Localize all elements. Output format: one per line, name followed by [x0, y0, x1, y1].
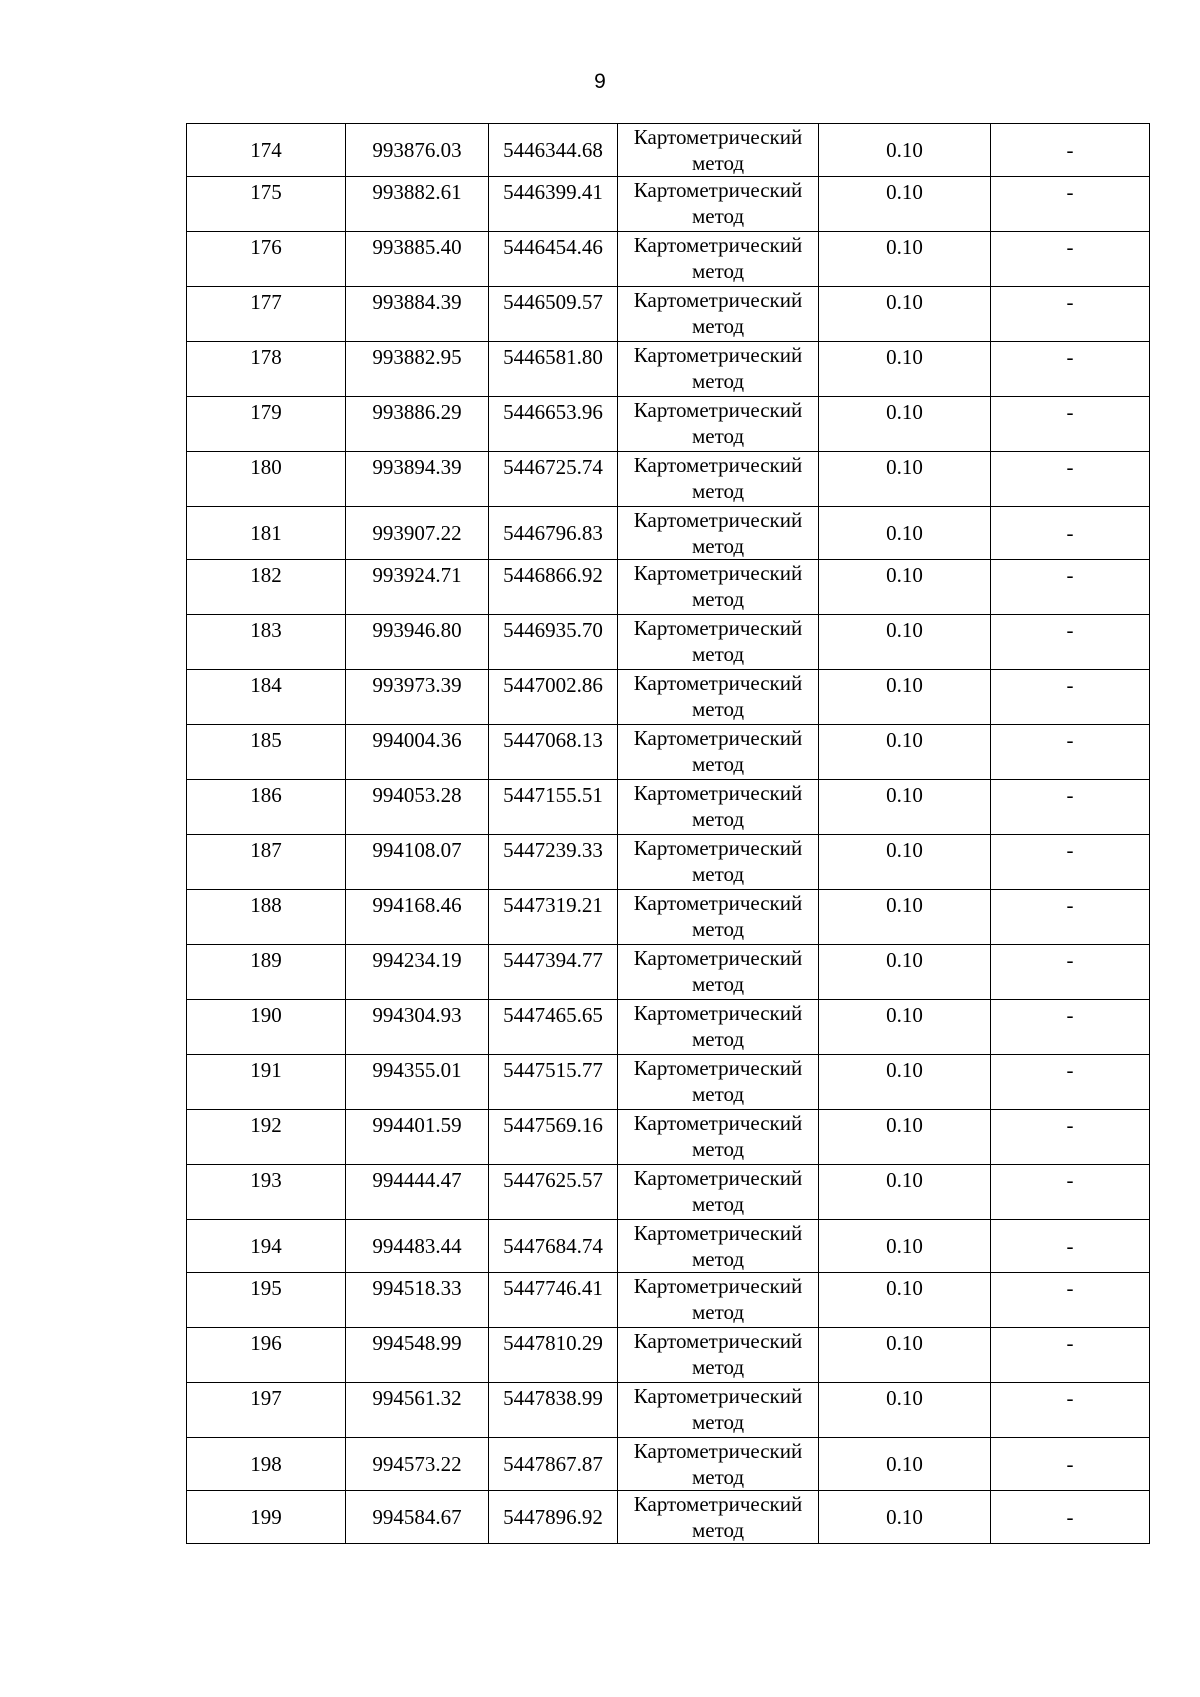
method-cell [618, 1438, 819, 1491]
accuracy-cell: 0.10 [819, 1273, 991, 1328]
method-line-2: метод [691, 972, 745, 996]
point-number-cell: 190 [187, 1000, 346, 1055]
note-cell: - [991, 1273, 1150, 1328]
method-line-1: Картометрический [633, 561, 803, 585]
x-coordinate-cell: 994004.36 [346, 725, 489, 780]
x-coordinate-cell: 994401.59 [346, 1110, 489, 1165]
table-row [187, 1220, 1150, 1273]
note-cell: - [991, 507, 1150, 560]
y-coordinate-cell: 5446653.96 [489, 397, 618, 452]
note-cell: - [991, 725, 1150, 780]
table-row [187, 287, 1150, 342]
method-line-2: метод [691, 369, 745, 393]
method-cell [618, 780, 819, 835]
accuracy-cell: 0.10 [819, 1000, 991, 1055]
point-number-cell: 194 [187, 1220, 346, 1273]
accuracy-cell: 0.10 [819, 670, 991, 725]
y-coordinate-cell: 5447625.57 [489, 1165, 618, 1220]
y-coordinate-cell: 5447746.41 [489, 1273, 618, 1328]
x-coordinate-cell: 994584.67 [346, 1491, 489, 1544]
method-line-2: метод [691, 1247, 745, 1271]
accuracy-cell: 0.10 [819, 124, 991, 177]
method-line-1: Картометрический [633, 453, 803, 477]
accuracy-cell: 0.10 [819, 615, 991, 670]
method-line-2: метод [691, 917, 745, 941]
table-row [187, 507, 1150, 560]
method-line-1: Картометрический [633, 891, 803, 915]
x-coordinate-cell: 994444.47 [346, 1165, 489, 1220]
y-coordinate-cell: 5446454.46 [489, 232, 618, 287]
method-line-2: метод [691, 587, 745, 611]
point-number-cell: 196 [187, 1328, 346, 1383]
point-number-cell: 184 [187, 670, 346, 725]
method-line-1: Картометрический [633, 178, 803, 202]
table-row [187, 835, 1150, 890]
note-cell: - [991, 452, 1150, 507]
y-coordinate-cell: 5447002.86 [489, 670, 618, 725]
table-row [187, 890, 1150, 945]
table-row [187, 780, 1150, 835]
point-number-cell: 177 [187, 287, 346, 342]
y-coordinate-cell: 5446866.92 [489, 560, 618, 615]
y-coordinate-cell: 5447239.33 [489, 835, 618, 890]
method-line-2: метод [691, 424, 745, 448]
point-number-cell: 189 [187, 945, 346, 1000]
accuracy-cell: 0.10 [819, 725, 991, 780]
note-cell: - [991, 1438, 1150, 1491]
note-cell: - [991, 1055, 1150, 1110]
note-cell: - [991, 1383, 1150, 1438]
x-coordinate-cell: 994573.22 [346, 1438, 489, 1491]
method-line-1: Картометрический [633, 1111, 803, 1135]
method-line-1: Картометрический [633, 1166, 803, 1190]
y-coordinate-cell: 5446796.83 [489, 507, 618, 560]
x-coordinate-cell: 994304.93 [346, 1000, 489, 1055]
table-row [187, 670, 1150, 725]
accuracy-cell: 0.10 [819, 1438, 991, 1491]
table-row [187, 1491, 1150, 1544]
point-number-cell: 178 [187, 342, 346, 397]
accuracy-cell: 0.10 [819, 232, 991, 287]
accuracy-cell: 0.10 [819, 1491, 991, 1544]
method-line-1: Картометрический [633, 1221, 803, 1245]
method-line-2: метод [691, 151, 745, 175]
y-coordinate-cell: 5447569.16 [489, 1110, 618, 1165]
method-line-2: метод [691, 752, 745, 776]
y-coordinate-cell: 5447155.51 [489, 780, 618, 835]
method-line-1: Картометрический [633, 288, 803, 312]
note-cell: - [991, 1491, 1150, 1544]
table-body [187, 124, 1150, 1544]
note-cell: - [991, 232, 1150, 287]
y-coordinate-cell: 5447867.87 [489, 1438, 618, 1491]
method-cell [618, 1220, 819, 1273]
method-cell [618, 615, 819, 670]
method-cell [618, 507, 819, 560]
table-row [187, 1383, 1150, 1438]
table-row [187, 725, 1150, 780]
note-cell: - [991, 670, 1150, 725]
note-cell: - [991, 890, 1150, 945]
point-number-cell: 192 [187, 1110, 346, 1165]
accuracy-cell: 0.10 [819, 177, 991, 232]
y-coordinate-cell: 5446725.74 [489, 452, 618, 507]
note-cell: - [991, 1328, 1150, 1383]
method-line-2: метод [691, 1300, 745, 1324]
accuracy-cell: 0.10 [819, 1110, 991, 1165]
accuracy-cell: 0.10 [819, 397, 991, 452]
y-coordinate-cell: 5446581.80 [489, 342, 618, 397]
table-row [187, 1000, 1150, 1055]
table-row [187, 1055, 1150, 1110]
method-cell [618, 397, 819, 452]
y-coordinate-cell: 5447896.92 [489, 1491, 618, 1544]
method-line-1: Картометрический [633, 1384, 803, 1408]
table-row [187, 452, 1150, 507]
method-line-2: метод [691, 642, 745, 666]
note-cell: - [991, 1165, 1150, 1220]
table-row [187, 1328, 1150, 1383]
y-coordinate-cell: 5447394.77 [489, 945, 618, 1000]
y-coordinate-cell: 5447810.29 [489, 1328, 618, 1383]
method-cell [618, 124, 819, 177]
x-coordinate-cell: 993907.22 [346, 507, 489, 560]
x-coordinate-cell: 993882.95 [346, 342, 489, 397]
method-line-2: метод [691, 862, 745, 886]
point-number-cell: 188 [187, 890, 346, 945]
note-cell: - [991, 177, 1150, 232]
method-cell [618, 287, 819, 342]
table-row [187, 1165, 1150, 1220]
point-number-cell: 181 [187, 507, 346, 560]
y-coordinate-cell: 5447319.21 [489, 890, 618, 945]
method-cell [618, 1000, 819, 1055]
method-line-2: метод [691, 807, 745, 831]
method-cell [618, 1110, 819, 1165]
method-cell [618, 725, 819, 780]
method-line-1: Картометрический [633, 1439, 803, 1463]
y-coordinate-cell: 5447068.13 [489, 725, 618, 780]
method-line-2: метод [691, 479, 745, 503]
table-row [187, 1110, 1150, 1165]
method-line-2: метод [691, 1192, 745, 1216]
accuracy-cell: 0.10 [819, 452, 991, 507]
method-cell [618, 890, 819, 945]
point-number-cell: 180 [187, 452, 346, 507]
table-row [187, 232, 1150, 287]
accuracy-cell: 0.10 [819, 1328, 991, 1383]
method-line-2: метод [691, 697, 745, 721]
point-number-cell: 187 [187, 835, 346, 890]
method-line-1: Картометрический [633, 836, 803, 860]
accuracy-cell: 0.10 [819, 560, 991, 615]
method-cell [618, 945, 819, 1000]
y-coordinate-cell: 5447838.99 [489, 1383, 618, 1438]
accuracy-cell: 0.10 [819, 1055, 991, 1110]
note-cell: - [991, 1220, 1150, 1273]
method-line-1: Картометрический [633, 781, 803, 805]
accuracy-cell: 0.10 [819, 287, 991, 342]
method-line-1: Картометрический [633, 946, 803, 970]
x-coordinate-cell: 994483.44 [346, 1220, 489, 1273]
method-line-2: метод [691, 259, 745, 283]
x-coordinate-cell: 994168.46 [346, 890, 489, 945]
method-line-1: Картометрический [633, 1001, 803, 1025]
note-cell: - [991, 1000, 1150, 1055]
method-line-1: Картометрический [633, 1329, 803, 1353]
y-coordinate-cell: 5447465.65 [489, 1000, 618, 1055]
x-coordinate-cell: 994053.28 [346, 780, 489, 835]
x-coordinate-cell: 994108.07 [346, 835, 489, 890]
method-line-2: метод [691, 1410, 745, 1434]
point-number-cell: 191 [187, 1055, 346, 1110]
point-number-cell: 176 [187, 232, 346, 287]
table-row [187, 342, 1150, 397]
point-number-cell: 175 [187, 177, 346, 232]
method-line-1: Картометрический [633, 726, 803, 750]
method-line-1: Картометрический [633, 508, 803, 532]
x-coordinate-cell: 994234.19 [346, 945, 489, 1000]
method-cell [618, 452, 819, 507]
method-line-2: метод [691, 1465, 745, 1489]
y-coordinate-cell: 5447515.77 [489, 1055, 618, 1110]
method-cell [618, 670, 819, 725]
x-coordinate-cell: 993973.39 [346, 670, 489, 725]
method-line-1: Картометрический [633, 233, 803, 257]
note-cell: - [991, 615, 1150, 670]
point-number-cell: 198 [187, 1438, 346, 1491]
note-cell: - [991, 342, 1150, 397]
method-cell [618, 1055, 819, 1110]
accuracy-cell: 0.10 [819, 945, 991, 1000]
method-cell [618, 177, 819, 232]
x-coordinate-cell: 993884.39 [346, 287, 489, 342]
y-coordinate-cell: 5446509.57 [489, 287, 618, 342]
table-row [187, 124, 1150, 177]
method-line-1: Картометрический [633, 125, 803, 149]
method-cell [618, 342, 819, 397]
method-cell [618, 560, 819, 615]
note-cell: - [991, 397, 1150, 452]
point-number-cell: 179 [187, 397, 346, 452]
point-number-cell: 186 [187, 780, 346, 835]
method-line-1: Картометрический [633, 671, 803, 695]
y-coordinate-cell: 5446935.70 [489, 615, 618, 670]
note-cell: - [991, 1110, 1150, 1165]
table-row [187, 1438, 1150, 1491]
method-line-1: Картометрический [633, 1056, 803, 1080]
method-cell [618, 1328, 819, 1383]
y-coordinate-cell: 5446344.68 [489, 124, 618, 177]
point-number-cell: 199 [187, 1491, 346, 1544]
accuracy-cell: 0.10 [819, 1383, 991, 1438]
table-row [187, 560, 1150, 615]
accuracy-cell: 0.10 [819, 342, 991, 397]
point-number-cell: 183 [187, 615, 346, 670]
method-line-2: метод [691, 1137, 745, 1161]
x-coordinate-cell: 994548.99 [346, 1328, 489, 1383]
method-cell [618, 1273, 819, 1328]
method-line-2: метод [691, 1518, 745, 1542]
page-number: 9 [594, 70, 606, 93]
method-line-1: Картометрический [633, 1274, 803, 1298]
x-coordinate-cell: 993885.40 [346, 232, 489, 287]
method-line-2: метод [691, 1355, 745, 1379]
y-coordinate-cell: 5447684.74 [489, 1220, 618, 1273]
note-cell: - [991, 780, 1150, 835]
accuracy-cell: 0.10 [819, 780, 991, 835]
note-cell: - [991, 945, 1150, 1000]
table-row [187, 615, 1150, 670]
table-row [187, 397, 1150, 452]
point-number-cell: 193 [187, 1165, 346, 1220]
x-coordinate-cell: 993876.03 [346, 124, 489, 177]
y-coordinate-cell: 5446399.41 [489, 177, 618, 232]
note-cell: - [991, 124, 1150, 177]
point-number-cell: 197 [187, 1383, 346, 1438]
accuracy-cell: 0.10 [819, 507, 991, 560]
x-coordinate-cell: 993886.29 [346, 397, 489, 452]
x-coordinate-cell: 994518.33 [346, 1273, 489, 1328]
accuracy-cell: 0.10 [819, 1220, 991, 1273]
point-number-cell: 195 [187, 1273, 346, 1328]
method-cell [618, 835, 819, 890]
method-line-2: метод [691, 204, 745, 228]
method-cell [618, 1383, 819, 1438]
point-number-cell: 185 [187, 725, 346, 780]
table-row [187, 177, 1150, 232]
method-line-2: метод [691, 534, 745, 558]
method-cell [618, 1165, 819, 1220]
method-line-1: Картометрический [633, 398, 803, 422]
coordinates-table [186, 123, 1150, 1544]
method-line-1: Картометрический [633, 343, 803, 367]
method-cell [618, 232, 819, 287]
x-coordinate-cell: 993946.80 [346, 615, 489, 670]
note-cell: - [991, 287, 1150, 342]
x-coordinate-cell: 994561.32 [346, 1383, 489, 1438]
x-coordinate-cell: 993894.39 [346, 452, 489, 507]
accuracy-cell: 0.10 [819, 835, 991, 890]
table-row [187, 1273, 1150, 1328]
accuracy-cell: 0.10 [819, 890, 991, 945]
x-coordinate-cell: 993882.61 [346, 177, 489, 232]
method-line-2: метод [691, 314, 745, 338]
note-cell: - [991, 835, 1150, 890]
point-number-cell: 182 [187, 560, 346, 615]
method-line-2: метод [691, 1082, 745, 1106]
note-cell: - [991, 560, 1150, 615]
table-row [187, 945, 1150, 1000]
method-line-1: Картометрический [633, 616, 803, 640]
x-coordinate-cell: 994355.01 [346, 1055, 489, 1110]
method-line-1: Картометрический [633, 1492, 803, 1516]
accuracy-cell: 0.10 [819, 1165, 991, 1220]
method-line-2: метод [691, 1027, 745, 1051]
point-number-cell: 174 [187, 124, 346, 177]
x-coordinate-cell: 993924.71 [346, 560, 489, 615]
method-cell [618, 1491, 819, 1544]
